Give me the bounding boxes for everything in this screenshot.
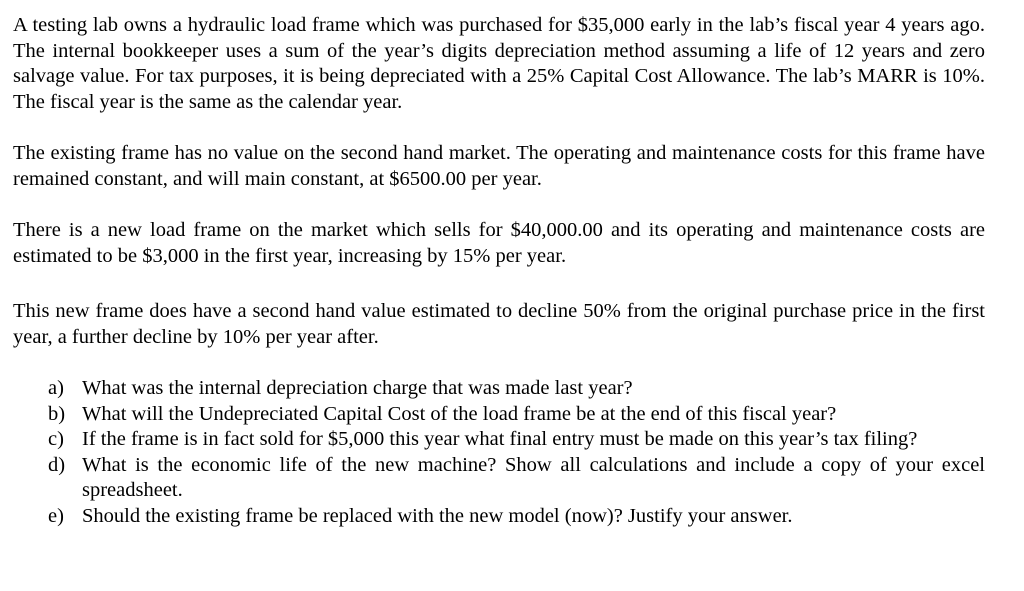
question-text: Should the existing frame be replaced with the new model (now)? Justify your answer. [82, 504, 793, 527]
question-letter: d) [48, 453, 66, 476]
question-letter: e) [48, 504, 64, 527]
paragraph-existing-frame: The existing frame has no value on the second hand market. The operating and maintenance costs for this frame have remained constant, and will main constant, at $6500.00 per year. [13, 142, 985, 190]
question-item [13, 402, 985, 428]
question-text: What is the economic life of the new machine? Show all calculations and include a copy of your excel spreadsheet. [82, 453, 985, 501]
question-item [13, 504, 985, 530]
question-letter: b) [48, 402, 66, 425]
question-letter: a) [48, 377, 64, 399]
question-letter: c) [48, 428, 64, 450]
question-list [13, 376, 985, 529]
question-item [13, 427, 985, 453]
paragraph-load-frame-intro: A testing lab owns a hydraulic load frame which was purchased for $35,000 early in the lab’s fiscal year 4 years ago. The internal bookkeeper uses a sum of the year’s digits depreciation method assuming a life of 12 years and zero salvage value. For tax purposes, it is being depreciated with a 25% Capital Cost Allowance. The lab’s MARR is 10%. The fiscal year is the same as the calendar year. [13, 14, 985, 113]
question-item [13, 453, 985, 504]
question-text: What will the Undepreciated Capital Cost of the load frame be at the end of this fiscal year? [82, 402, 837, 425]
question-text: If the frame is in fact sold for $5,000 this year what final entry must be made on this year’s tax filing? [82, 428, 918, 450]
question-item [13, 376, 985, 402]
problem-document [13, 13, 985, 529]
paragraph-second-hand-value: This new frame does have a second hand value estimated to decline 50% from the original purchase price in the first year, a further decline by 10% per year after. [13, 300, 985, 348]
question-text: What was the internal depreciation charge that was made last year? [82, 377, 633, 399]
paragraph-new-frame: There is a new load frame on the market which sells for $40,000.00 and its operating and maintenance costs are estimated to be $3,000 in the first year, increasing by 15% per year. [13, 219, 985, 267]
